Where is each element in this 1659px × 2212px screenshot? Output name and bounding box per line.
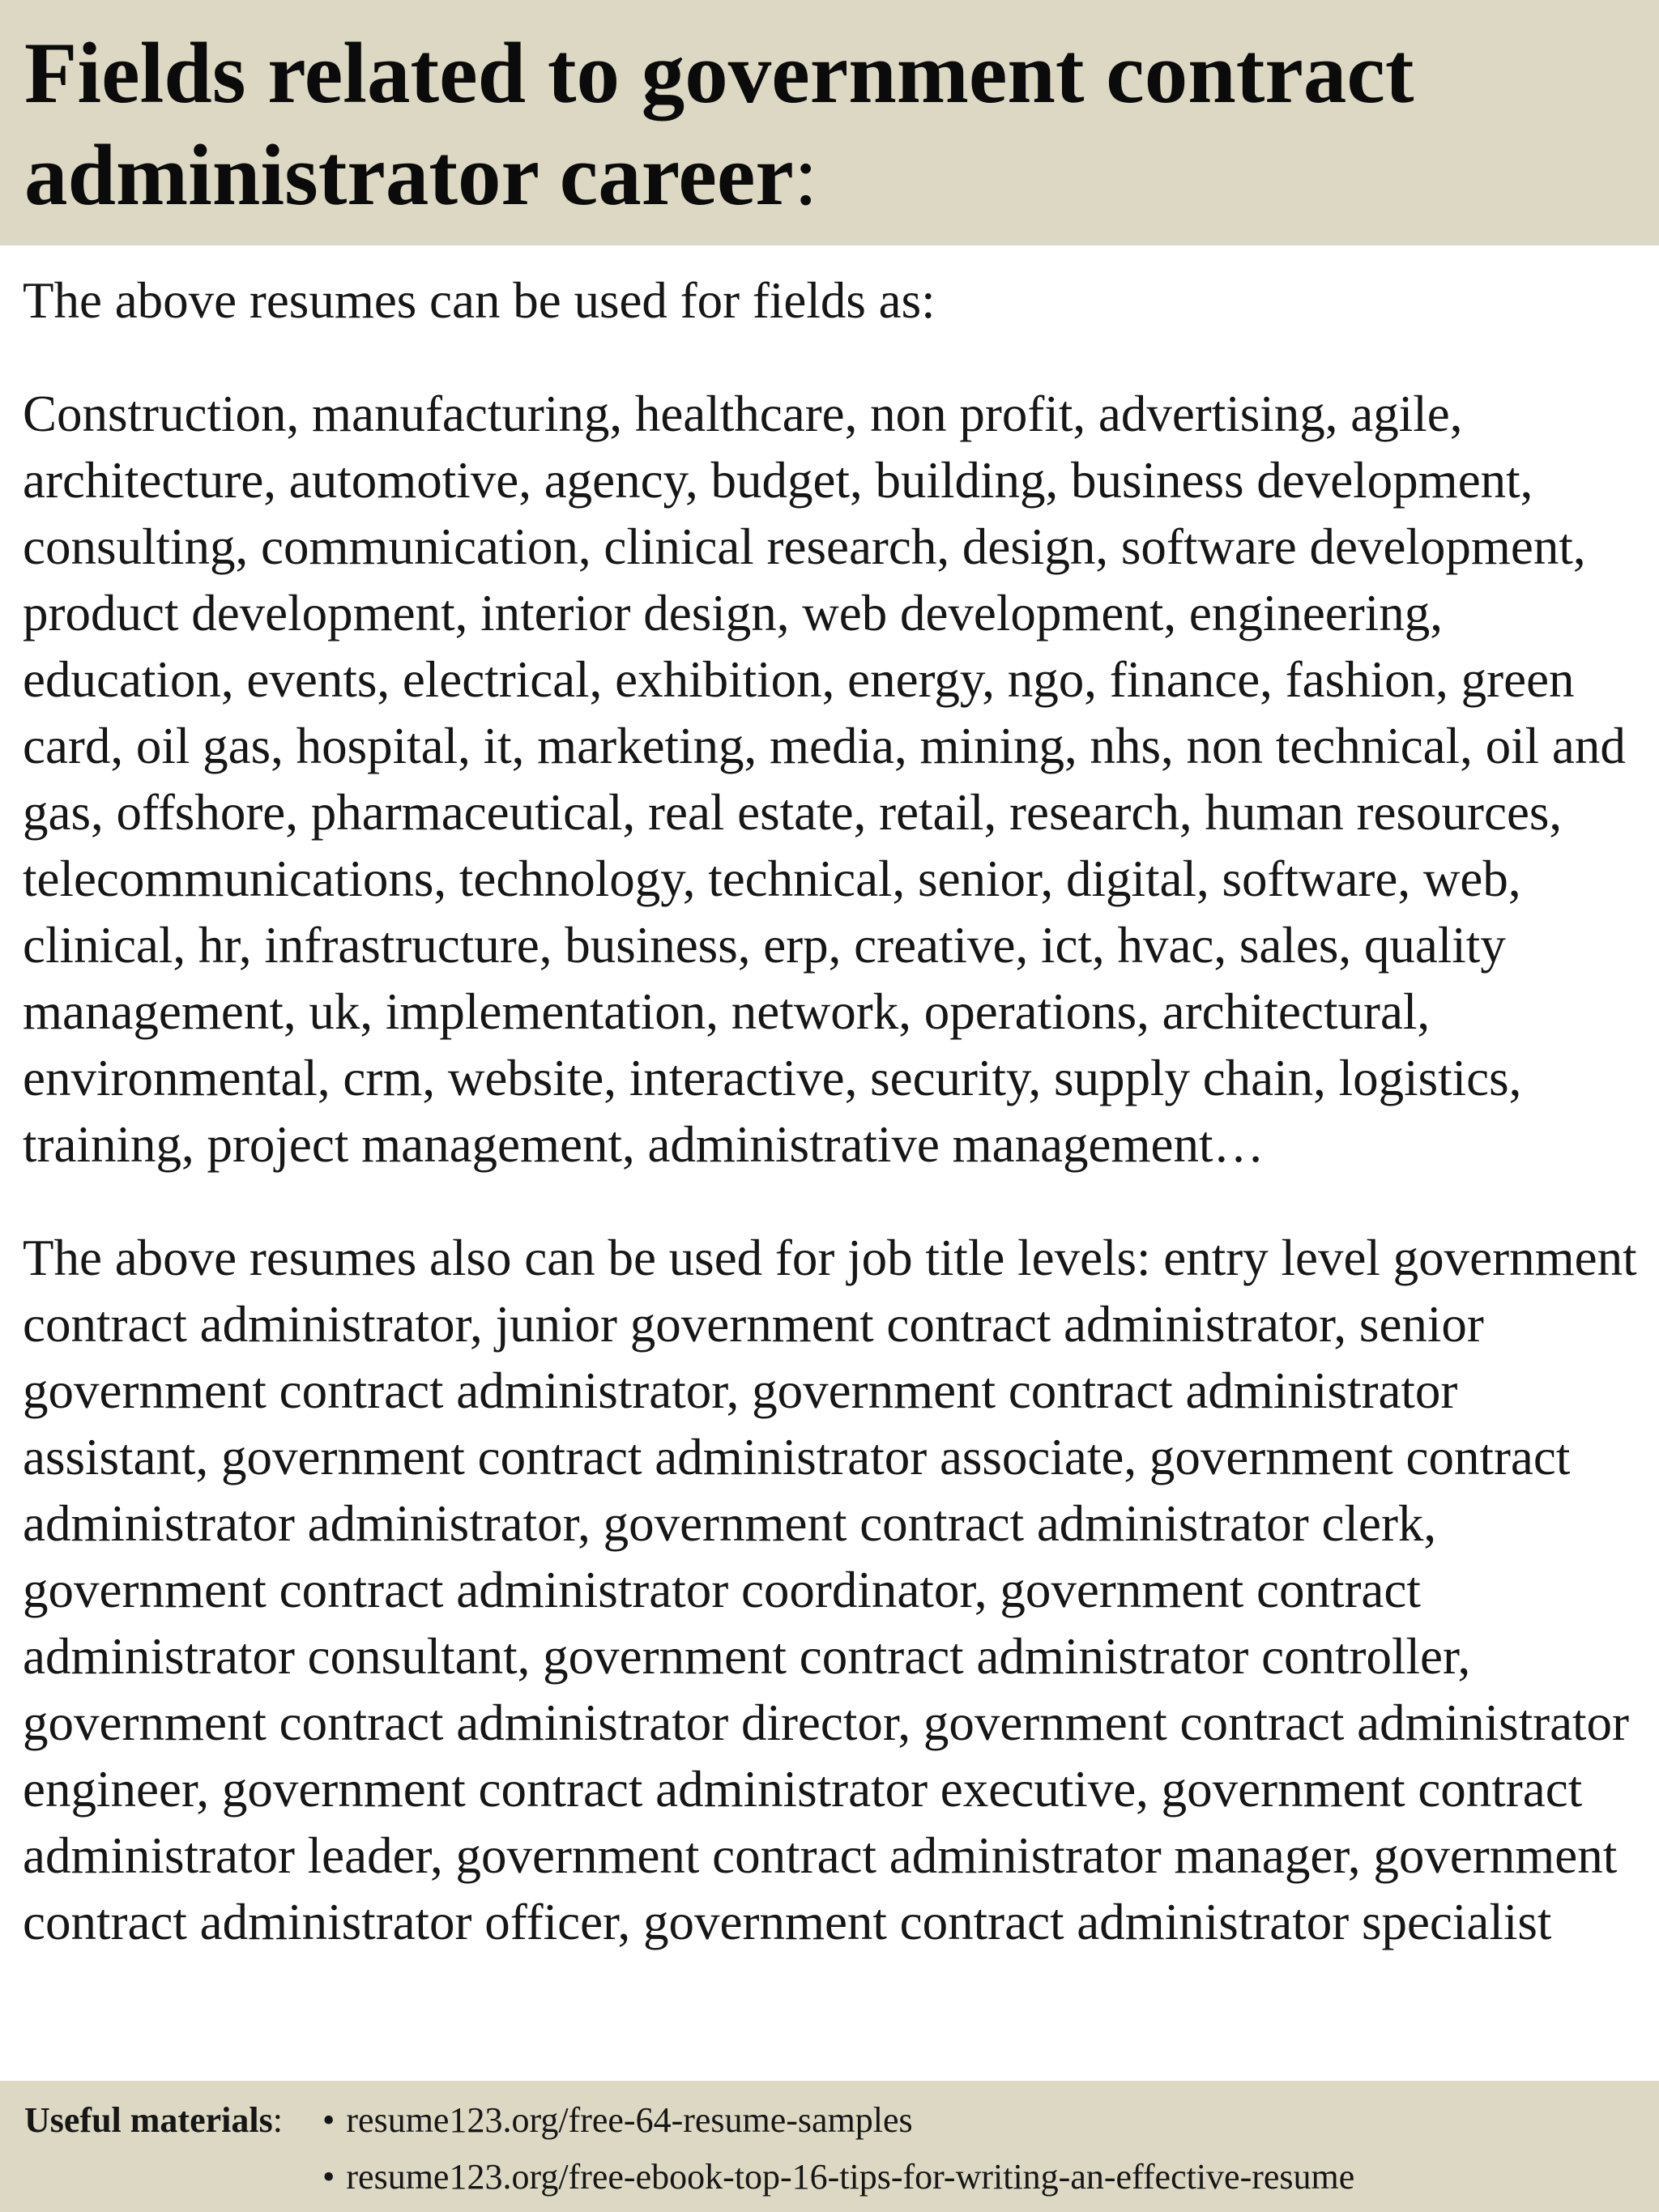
- useful-materials-footer: [0, 2081, 1659, 2212]
- useful-materials-label: [24, 2092, 283, 2149]
- useful-materials-label-colon: :: [272, 2100, 283, 2140]
- job-levels-paragraph: The above resumes also can be used for job title levels: entry level government contract administrator, junior government contract administrator, senior government contract administrator, government contract administrator assistant, government contract administrator associate, government contract administrator administrator, government contract administrator clerk, government contract administrator coordinator, government contract administrator consultant, government contract administrator controller, government contract administrator director, government contract administrator engineer, government contract administrator executive, government contract administrator leader, government contract administrator manager, government contract administrator officer, government contract administrator specialist: [23, 1230, 1637, 1950]
- page-title-colon: :: [793, 128, 818, 224]
- main-content: [23, 267, 1643, 2002]
- useful-materials-list: [322, 2092, 1354, 2206]
- bullet-icon: •: [322, 2157, 335, 2197]
- bullet-icon: •: [322, 2100, 335, 2140]
- useful-material-link[interactable]: resume123.org/free-ebook-top-16-tips-for-writing-an-effective-resume: [346, 2157, 1355, 2197]
- fields-paragraph: Construction, manufacturing, healthcare, non profit, advertising, agile, architecture, automotive, agency, budget, building, business development, consulting, communication, clinical research, design, software development, product development, interior design, web development, engineering, education, events, electrical, exhibition, energy, ngo, finance, fashion, green card, oil gas, hospital, it, marketing, media, mining, nhs, non technical, oil and gas, offshore, pharmaceutical, real estate, retail, research, human resources, telecommunications, technology, technical, senior, digital, software, web, clinical, hr, infrastructure, business, erp, creative, ict, hvac, sales, quality management, uk, implementation, network, operations, architectural, environmental, crm, website, interactive, security, supply chain, logistics, training, project management, administrative management…: [23, 386, 1626, 1173]
- useful-material-item: [322, 2149, 1354, 2206]
- intro-paragraph: The above resumes can be used for fields as:: [23, 272, 936, 329]
- useful-materials-label-text: Useful materials: [24, 2100, 273, 2140]
- title-banner: [0, 0, 1659, 245]
- page-title: [24, 23, 1635, 227]
- page-title-line-1: Fields related to government contract: [24, 26, 1414, 121]
- useful-material-item: [322, 2092, 1354, 2149]
- useful-material-link[interactable]: resume123.org/free-64-resume-samples: [346, 2100, 913, 2140]
- page-title-line-2: administrator career: [24, 128, 794, 224]
